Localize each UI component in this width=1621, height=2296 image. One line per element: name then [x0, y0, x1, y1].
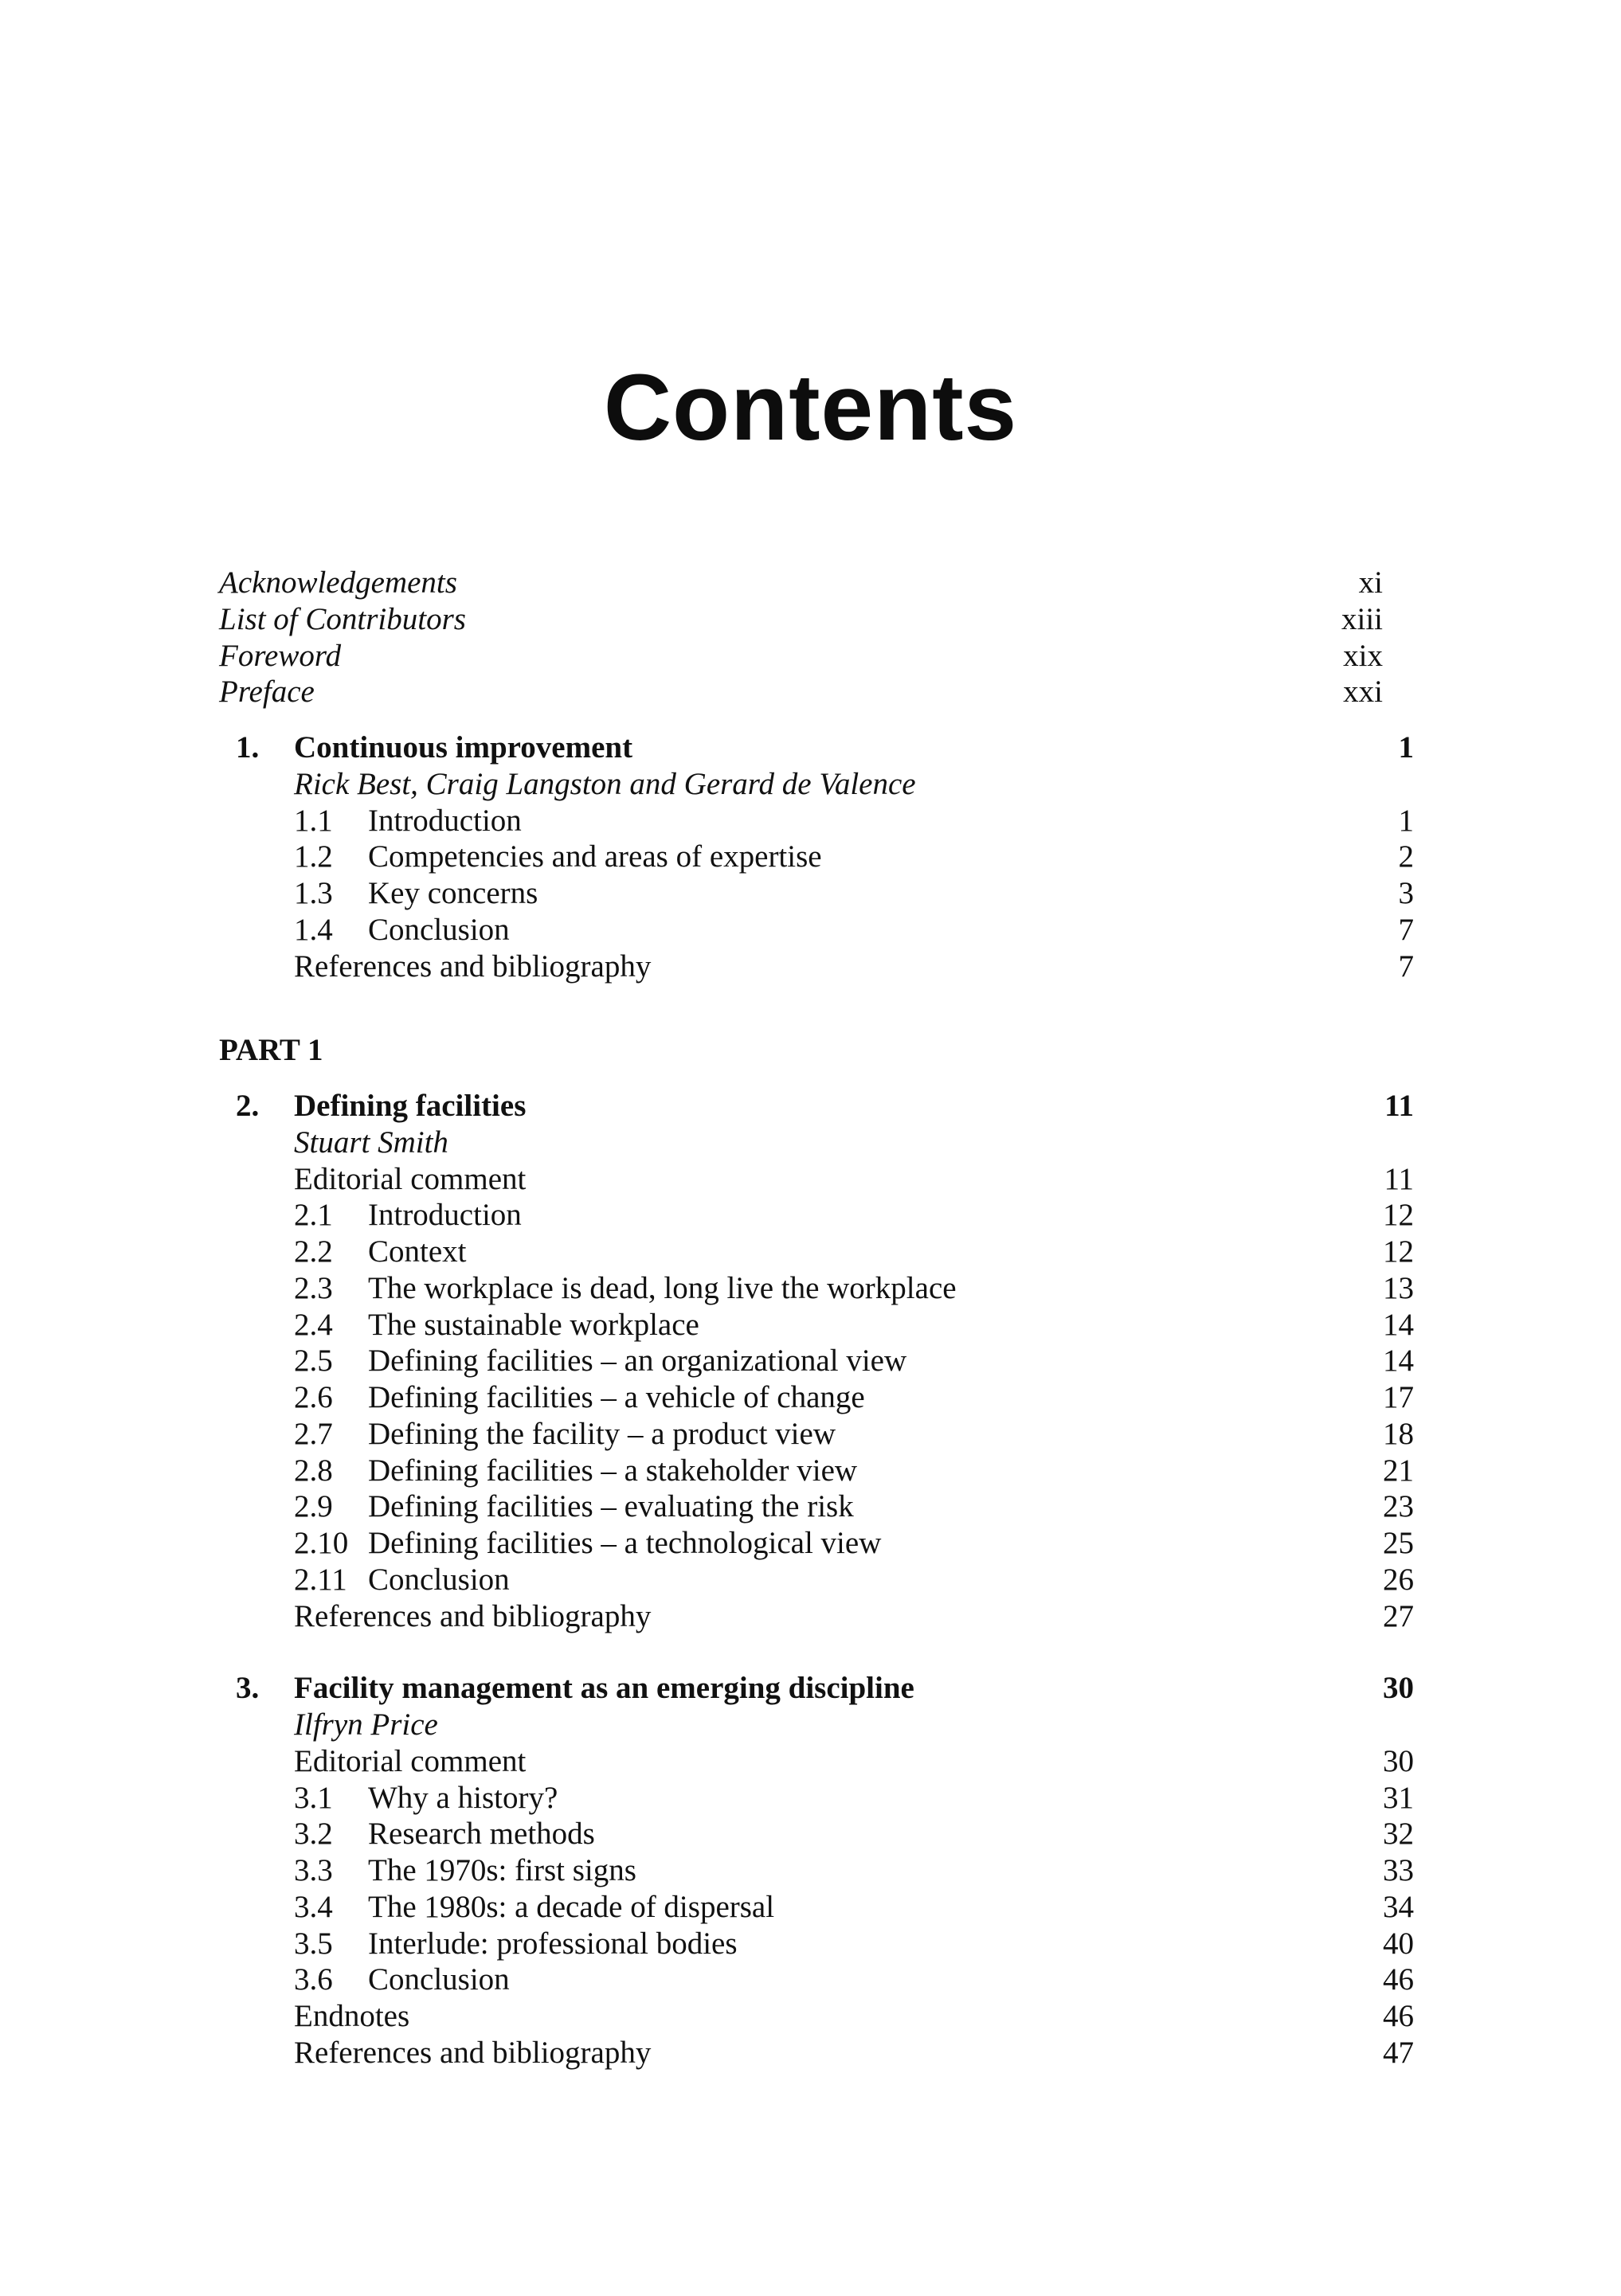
- editorial-title: Editorial comment: [294, 1743, 527, 1778]
- chapter-number: 3.: [236, 1671, 260, 1706]
- section-page: 34: [1383, 1889, 1414, 1924]
- entry-page: xxi: [1343, 675, 1383, 710]
- toc-chapter-3[interactable]: [219, 1670, 1414, 1707]
- section-page: 7: [1398, 912, 1414, 947]
- page-title: Contents: [603, 355, 1018, 460]
- section-number: 3.2: [294, 1817, 333, 1852]
- section-page: 46: [1383, 1962, 1414, 1997]
- section-title: Introduction: [368, 803, 522, 838]
- endnotes-page: 46: [1383, 1999, 1414, 2033]
- toc-editorial-comment[interactable]: [219, 1161, 1414, 1198]
- section-page: 21: [1383, 1453, 1414, 1488]
- entry-page: xi: [1358, 565, 1383, 600]
- section-title: Defining the facility – a product view: [368, 1416, 836, 1451]
- authors-text: Stuart Smith: [294, 1125, 448, 1160]
- chapter-title: Facility management as an emerging discipline: [294, 1671, 914, 1706]
- toc-section[interactable]: [219, 1962, 1414, 1998]
- section-page: 31: [1383, 1780, 1414, 1815]
- part-heading: [219, 1032, 1414, 1069]
- section-page: 40: [1383, 1926, 1414, 1961]
- section-title: The 1970s: first signs: [368, 1853, 636, 1887]
- toc-endnotes[interactable]: [219, 1998, 1414, 2035]
- section-number: 2.11: [294, 1562, 347, 1597]
- references-page: 7: [1398, 949, 1414, 984]
- toc-section[interactable]: [219, 1562, 1414, 1598]
- section-title: The workplace is dead, long live the workplace: [368, 1270, 957, 1305]
- section-page: 18: [1383, 1416, 1414, 1451]
- section-number: 1.2: [294, 839, 333, 874]
- section-page: 23: [1383, 1489, 1414, 1524]
- section-number: 2.5: [294, 1344, 333, 1379]
- section-title: Research methods: [368, 1817, 595, 1852]
- toc-section[interactable]: [219, 1816, 1414, 1852]
- section-number: 2.6: [294, 1380, 333, 1414]
- toc-entry-list-of-contributors[interactable]: [219, 601, 1414, 638]
- section-number: 3.4: [294, 1889, 333, 1924]
- section-title: Context: [368, 1234, 467, 1269]
- section-page: 12: [1383, 1198, 1414, 1233]
- entry-page: xiii: [1341, 601, 1383, 636]
- toc-entry-foreword[interactable]: [219, 638, 1414, 675]
- toc-section[interactable]: [219, 1234, 1414, 1270]
- section-page: 26: [1383, 1562, 1414, 1597]
- toc-section[interactable]: [219, 1780, 1414, 1817]
- section-number: 1.1: [294, 803, 333, 838]
- section-number: 2.10: [294, 1526, 349, 1560]
- toc-references[interactable]: [219, 1598, 1414, 1635]
- section-page: 32: [1383, 1817, 1414, 1852]
- editorial-title: Editorial comment: [294, 1161, 527, 1196]
- table-of-contents: [219, 565, 1414, 2071]
- chapter-page: 11: [1384, 1089, 1414, 1123]
- toc-section[interactable]: [219, 1488, 1414, 1525]
- section-title: Introduction: [368, 1198, 522, 1233]
- section-number: 2.2: [294, 1234, 333, 1269]
- chapter-page: 1: [1398, 730, 1414, 765]
- section-page: 14: [1383, 1344, 1414, 1379]
- references-page: 47: [1383, 2035, 1414, 2070]
- section-number: 2.3: [294, 1270, 333, 1305]
- toc-section[interactable]: [219, 1343, 1414, 1379]
- toc-section[interactable]: [219, 1307, 1414, 1344]
- toc-section[interactable]: [219, 1889, 1414, 1926]
- section-page: 25: [1383, 1526, 1414, 1560]
- entry-title: Foreword: [219, 638, 342, 673]
- chapter-authors: [219, 1125, 1414, 1161]
- authors-text: Ilfryn Price: [294, 1707, 438, 1742]
- section-title: Conclusion: [368, 1562, 510, 1597]
- entry-title: Preface: [219, 675, 315, 710]
- toc-section[interactable]: [219, 1416, 1414, 1453]
- section-title: Key concerns: [368, 876, 538, 910]
- section-title: Defining facilities – an organizational view: [368, 1344, 907, 1379]
- section-page: 1: [1398, 803, 1414, 838]
- section-title: Why a history?: [368, 1780, 558, 1815]
- section-title: Defining facilities – a technological view: [368, 1526, 882, 1560]
- section-number: 1.4: [294, 912, 333, 947]
- toc-section[interactable]: [219, 839, 1414, 875]
- toc-references[interactable]: [219, 2035, 1414, 2071]
- toc-chapter-1[interactable]: [219, 729, 1414, 766]
- section-number: 3.1: [294, 1780, 333, 1815]
- section-page: 2: [1398, 839, 1414, 874]
- references-page: 27: [1383, 1598, 1414, 1633]
- chapter-number: 2.: [236, 1089, 260, 1123]
- part-label: PART 1: [219, 1033, 323, 1068]
- editorial-page: 11: [1384, 1161, 1414, 1196]
- toc-section[interactable]: [219, 1852, 1414, 1889]
- section-title: The 1980s: a decade of dispersal: [368, 1889, 775, 1924]
- toc-entry-preface[interactable]: [219, 674, 1414, 710]
- section-title: The sustainable workplace: [368, 1307, 699, 1342]
- section-number: 2.7: [294, 1416, 333, 1451]
- section-number: 2.8: [294, 1453, 333, 1488]
- toc-section[interactable]: [219, 1926, 1414, 1962]
- toc-section[interactable]: [219, 1270, 1414, 1307]
- entry-title: Acknowledgements: [219, 565, 457, 600]
- toc-section[interactable]: [219, 1525, 1414, 1562]
- chapter-authors: [219, 1707, 1414, 1743]
- section-number: 2.9: [294, 1489, 333, 1524]
- section-page: 12: [1383, 1234, 1414, 1269]
- endnotes-title: Endnotes: [294, 1999, 410, 2033]
- entry-page: xix: [1343, 638, 1383, 673]
- editorial-page: 30: [1383, 1743, 1414, 1778]
- references-title: References and bibliography: [294, 2035, 652, 2070]
- section-title: Defining facilities – a stakeholder view: [368, 1453, 858, 1488]
- chapter-page: 30: [1383, 1671, 1414, 1706]
- section-page: 14: [1383, 1307, 1414, 1342]
- section-page: 17: [1383, 1380, 1414, 1414]
- toc-section[interactable]: [219, 912, 1414, 949]
- entry-title: List of Contributors: [219, 601, 466, 636]
- chapter-authors: [219, 766, 1414, 803]
- toc-entry-acknowledgements[interactable]: [219, 565, 1414, 601]
- toc-editorial-comment[interactable]: [219, 1743, 1414, 1780]
- toc-section[interactable]: [219, 875, 1414, 912]
- toc-chapter-2[interactable]: [219, 1088, 1414, 1125]
- references-title: References and bibliography: [294, 949, 652, 984]
- section-number: 2.4: [294, 1307, 333, 1342]
- section-number: 1.3: [294, 876, 333, 910]
- section-title: Interlude: professional bodies: [368, 1926, 738, 1961]
- section-page: 13: [1383, 1270, 1414, 1305]
- toc-section[interactable]: [219, 803, 1414, 839]
- toc-references[interactable]: [219, 949, 1414, 985]
- toc-section[interactable]: [219, 1453, 1414, 1489]
- authors-text: Rick Best, Craig Langston and Gerard de Valence: [294, 766, 916, 801]
- toc-section[interactable]: [219, 1379, 1414, 1416]
- section-page: 3: [1398, 876, 1414, 910]
- section-title: Defining facilities – evaluating the risk: [368, 1489, 854, 1524]
- chapter-title: Continuous improvement: [294, 730, 633, 765]
- section-title: Conclusion: [368, 1962, 510, 1997]
- section-page: 33: [1383, 1853, 1414, 1887]
- chapter-number: 1.: [236, 730, 260, 765]
- section-number: 2.1: [294, 1198, 333, 1233]
- section-number: 3.5: [294, 1926, 333, 1961]
- section-number: 3.6: [294, 1962, 333, 1997]
- toc-section[interactable]: [219, 1197, 1414, 1234]
- section-title: Conclusion: [368, 912, 510, 947]
- references-title: References and bibliography: [294, 1598, 652, 1633]
- section-number: 3.3: [294, 1853, 333, 1887]
- section-title: Competencies and areas of expertise: [368, 839, 822, 874]
- chapter-title: Defining facilities: [294, 1089, 527, 1123]
- section-title: Defining facilities – a vehicle of change: [368, 1380, 865, 1414]
